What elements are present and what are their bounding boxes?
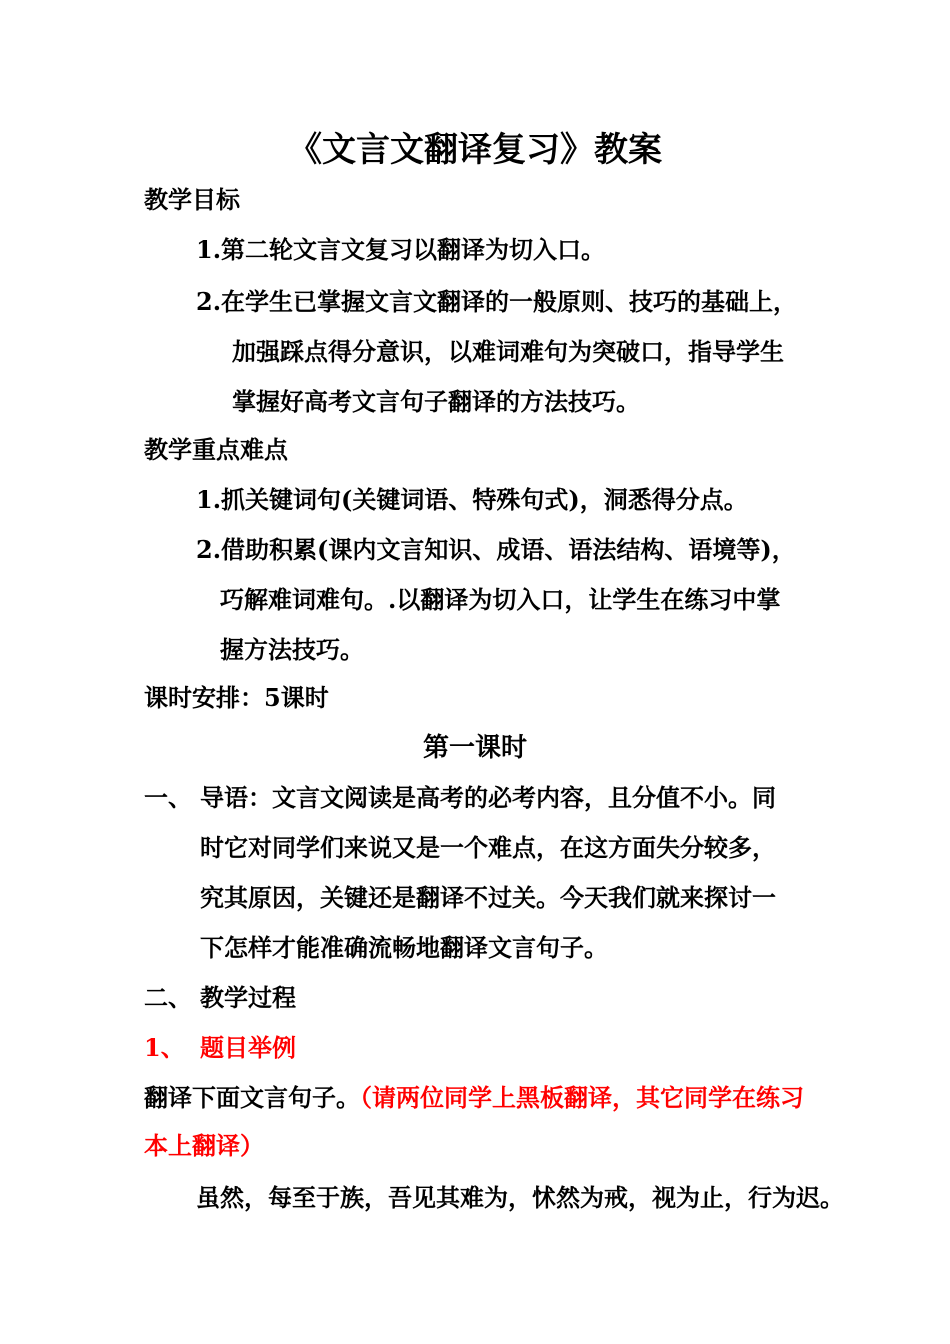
- keypoint-item-2-line-2: 巧解难词难句。.以翻译为切入口，让学生在练习中掌: [220, 585, 781, 614]
- document-title: 《文言文翻译复习》教案: [288, 130, 662, 170]
- keypoint-item-1: 1.抓关键词句(关键词语、特殊句式)，洞悉得分点。: [196, 485, 748, 514]
- classical-sentence: 虽然，每至于族，吾见其难为，怵然为戒，视为止，行为迟。: [196, 1183, 844, 1212]
- intro-line-2: 时它对同学们来说又是一个难点，在这方面失分较多，: [200, 833, 776, 862]
- task-note-part-1: （请两位同学上黑板翻译，其它同学在练习: [360, 1083, 804, 1112]
- example-number: 1、: [144, 1033, 185, 1062]
- objective-item-2-line-1: 2.在学生已掌握文言文翻译的一般原则、技巧的基础上，: [196, 287, 798, 316]
- objective-item-2-line-3: 掌握好高考文言句子翻译的方法技巧。: [232, 387, 640, 416]
- keypoint-item-2-line-1: 2.借助积累(课内文言知识、成语、语法结构、语境等)，: [196, 535, 796, 564]
- keypoints-heading: 教学重点难点: [144, 435, 288, 464]
- example-heading: 题目举例: [200, 1033, 296, 1062]
- schedule-line: 课时安排：5课时: [144, 683, 329, 712]
- process-heading: 教学过程: [200, 983, 296, 1012]
- intro-number: 一、: [144, 783, 192, 812]
- objectives-heading: 教学目标: [144, 185, 240, 214]
- objective-item-2-line-2: 加强踩点得分意识，以难词难句为突破口，指导学生: [232, 337, 784, 366]
- intro-line-1: 导语：文言文阅读是高考的必考内容，且分值不小。同: [200, 783, 776, 812]
- lesson-heading: 第一课时: [422, 733, 527, 763]
- process-number: 二、: [144, 983, 192, 1012]
- task-line-1: [144, 1082, 804, 1114]
- intro-line-3: 究其原因，关键还是翻译不过关。今天我们就来探讨一: [200, 883, 776, 912]
- task-note-part-2: 本上翻译）: [144, 1131, 264, 1160]
- keypoint-item-2-line-3: 握方法技巧。: [220, 635, 364, 664]
- intro-line-4: 下怎样才能准确流畅地翻译文言句子。: [200, 933, 608, 962]
- task-instruction: 翻译下面文言句子。: [144, 1083, 360, 1112]
- objective-item-1: 1.第二轮文言文复习以翻译为切入口。: [196, 235, 606, 264]
